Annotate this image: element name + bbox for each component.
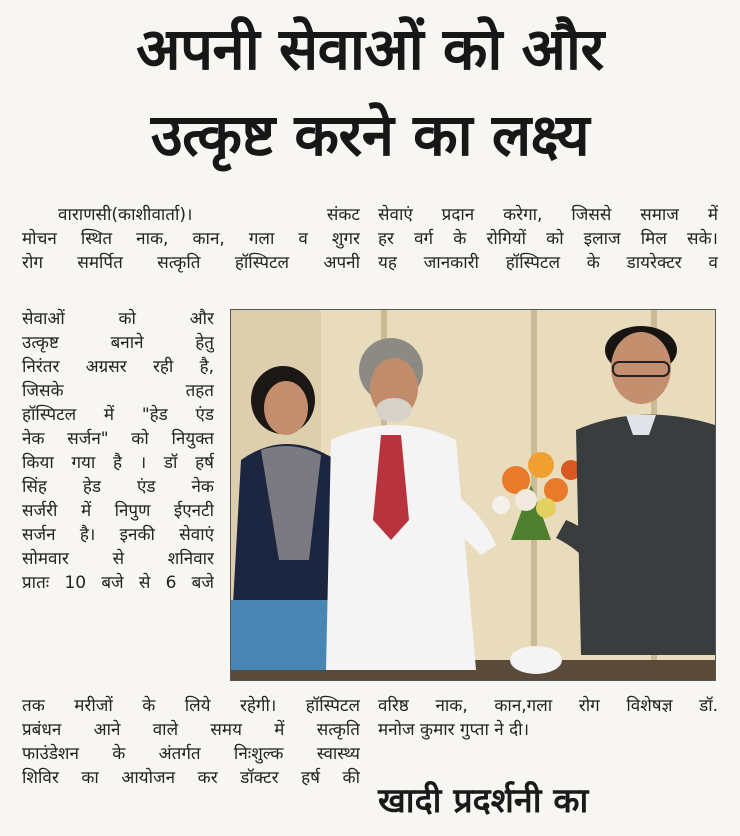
text-line: वाराणसी(काशीवार्ता)। संकट [58, 205, 360, 225]
right-column-top [378, 203, 718, 275]
text-line: फाउंडेशन के अंतर्गत निःशुल्क स्वास्थ्य [22, 744, 360, 764]
text-line: यह जानकारी हॉस्पिटल के डायरेक्टर व [378, 253, 718, 273]
text-line: नेक सर्जन" को नियुक्त [22, 429, 214, 449]
right-column-bottom [378, 694, 718, 742]
text-line: प्रातः 10 बजे से 6 बजे [22, 573, 214, 593]
text-line: मोचन स्थित नाक, कान, गला व शुगर [22, 229, 360, 249]
text-line: तक मरीजों के लिये रहेगी। हॉस्पिटल [22, 696, 360, 716]
text-line: सर्जरी में निपुण ईएनटी [22, 501, 214, 521]
text-line: सर्जन है। इनकी सेवाएं [22, 525, 214, 545]
text-line: रोग समर्पित सत्कृति हॉस्पिटल अपनी [22, 253, 360, 273]
left-column-top [22, 203, 360, 275]
text-line: सोमवार से शनिवार [22, 549, 214, 569]
headline-line-2: उत्कृष्ट करने का लक्ष्य [150, 101, 590, 169]
text-line: जिसके तहत [22, 381, 214, 401]
left-column-bottom [22, 694, 360, 790]
news-photo-illustration [231, 310, 715, 680]
text-line: सिंह हेड एंड नेक [22, 477, 214, 497]
text-line: सेवाएं प्रदान करेगा, जिससे समाज में [378, 205, 718, 225]
text-line: हॉस्पिटल में "हेड एंड [22, 405, 214, 425]
left-column-narrow [22, 307, 214, 595]
headline-line-1: अपनी सेवाओं को और [136, 15, 604, 83]
text-line: उत्कृष्ट बनाने हेतु [22, 333, 214, 353]
text-line: मनोज कुमार गुप्ता ने दी। [378, 720, 530, 740]
text-line: निरंतर अग्रसर रही है, [22, 357, 214, 377]
text-line: शिविर का आयोजन कर डॉक्टर हर्ष की [22, 768, 360, 788]
text-line: हर वर्ग के रोगियों को इलाज मिल सके। [378, 229, 718, 249]
text-line: किया गया है । डॉ हर्ष [22, 453, 214, 473]
news-photo [230, 309, 716, 681]
text-line: सेवाओं को और [22, 309, 214, 329]
next-story-headline: खादी प्रदर्शनी का [378, 781, 589, 821]
text-line: प्रबंधन आने वाले समय में सत्कृति [22, 720, 360, 740]
text-line: वरिष्ठ नाक, कान,गला रोग विशेषज्ञ डॉ. [378, 696, 718, 716]
